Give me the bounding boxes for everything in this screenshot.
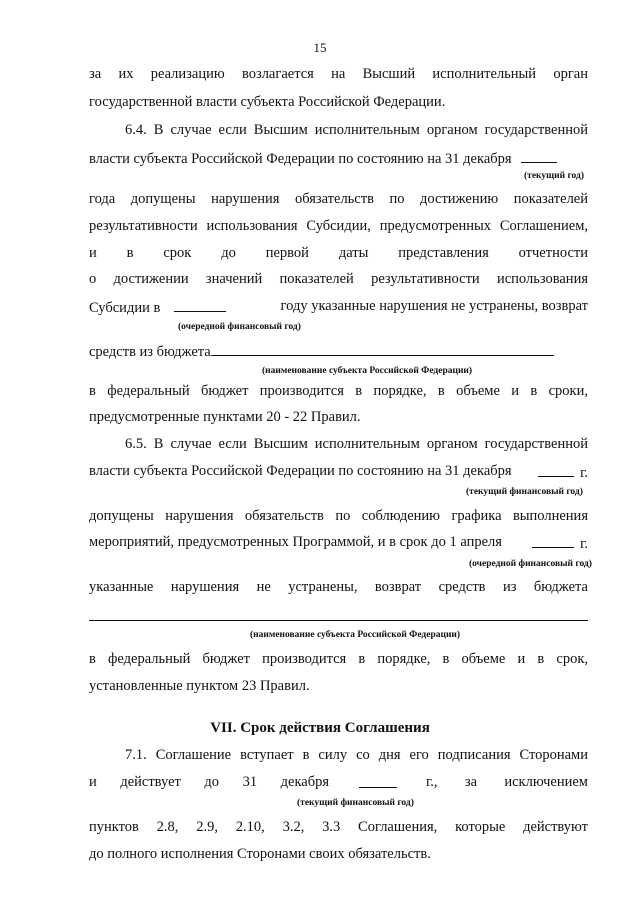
- clause-7-1-line: [89, 773, 588, 791]
- budget-name-blank: [211, 341, 554, 356]
- clause-6-4-line: [89, 341, 588, 361]
- clause-6-5-line: 6.5. В случае если Высшим исполнительным органом государственной: [125, 436, 588, 452]
- clause-text: власти субъекта Российской Федерации по состоянию на 31 декабря: [89, 463, 512, 479]
- year-blank: [174, 297, 226, 312]
- clause-text: г.: [532, 533, 588, 553]
- clause-6-5-line: допущены нарушения обязательств по соблюдению графика выполнения: [89, 508, 588, 524]
- caption-next-fin-year: (очередной финансовый год): [178, 322, 301, 332]
- clause-6-4-line: [89, 148, 588, 168]
- clause-6-4-line: и в срок до первой даты представления отчетности: [89, 245, 588, 261]
- year-blank: [538, 462, 574, 477]
- clause-6-5-line: указанные нарушения не устранены, возврат средств из бюджета: [89, 579, 588, 595]
- year-blank: [521, 148, 557, 163]
- caption-next-fin-year: (очередной финансовый год): [469, 559, 592, 569]
- clause-6-5-line: в федеральный бюджет производится в порядке, в объеме и в срок,: [89, 651, 588, 667]
- clause-6-5-line: [89, 462, 588, 482]
- clause-6-4-line: предусмотренные пунктами 20 - 22 Правил.: [89, 409, 361, 425]
- clause-6-4-line: 6.4. В случае если Высшим исполнительным органом государственной: [125, 122, 588, 138]
- page-number: 15: [313, 40, 327, 55]
- caption-subject-name: (наименование субъекта Российской Федерации): [262, 366, 473, 376]
- paragraph-line: за их реализацию возлагается на Высший исполнительный орган: [89, 66, 588, 82]
- caption-current-fin-year: (текущий финансовый год): [466, 487, 583, 497]
- clause-text: году указанные нарушения не устранены, возврат: [280, 298, 588, 314]
- clause-text: г.: [538, 462, 588, 482]
- clause-6-4-line: результативности использования Субсидии, предусмотренных Соглашением,: [89, 218, 588, 234]
- clause-text: Субсидии в: [89, 297, 226, 317]
- clause-7-1-line: 7.1. Соглашение вступает в силу со дня его подписания Сторонами: [125, 747, 588, 763]
- budget-name-blank: [89, 620, 588, 621]
- section-heading: VII. Срок действия Соглашения: [210, 720, 430, 736]
- clause-6-5-line: [89, 533, 588, 553]
- clause-text: власти субъекта Российской Федерации по состоянию на 31 декабря: [89, 151, 512, 167]
- caption-current-year: (текущий год): [524, 171, 585, 181]
- clause-text: мероприятий, предусмотренных Программой, и в срок до 1 апреля: [89, 534, 502, 550]
- clause-text: и действует до 31 декабря: [89, 774, 329, 790]
- clause-text: г., за исключением: [426, 774, 588, 790]
- clause-6-4-line: о достижении значений показателей результативности использования: [89, 271, 588, 287]
- clause-6-5-line: установленные пунктом 23 Правил.: [89, 678, 310, 694]
- clause-6-4-line: в федеральный бюджет производится в порядке, в объеме и в сроки,: [89, 383, 588, 399]
- clause-7-1-line: пунктов 2.8, 2.9, 2.10, 3.2, 3.3 Соглашения, которые действуют: [89, 819, 588, 835]
- paragraph-line: государственной власти субъекта Российской Федерации.: [89, 94, 446, 110]
- year-blank: [359, 773, 397, 788]
- clause-text: средств из бюджета: [89, 344, 211, 360]
- clause-6-4-line: [89, 297, 588, 317]
- clause-7-1-line: до полного исполнения Сторонами своих обязательств.: [89, 846, 431, 862]
- caption-current-fin-year: (текущий финансовый год): [297, 798, 414, 808]
- caption-subject-name: (наименование субъекта Российской Федерации): [250, 630, 461, 640]
- clause-6-4-line: года допущены нарушения обязательств по достижению показателей: [89, 191, 588, 207]
- year-blank: [532, 533, 574, 548]
